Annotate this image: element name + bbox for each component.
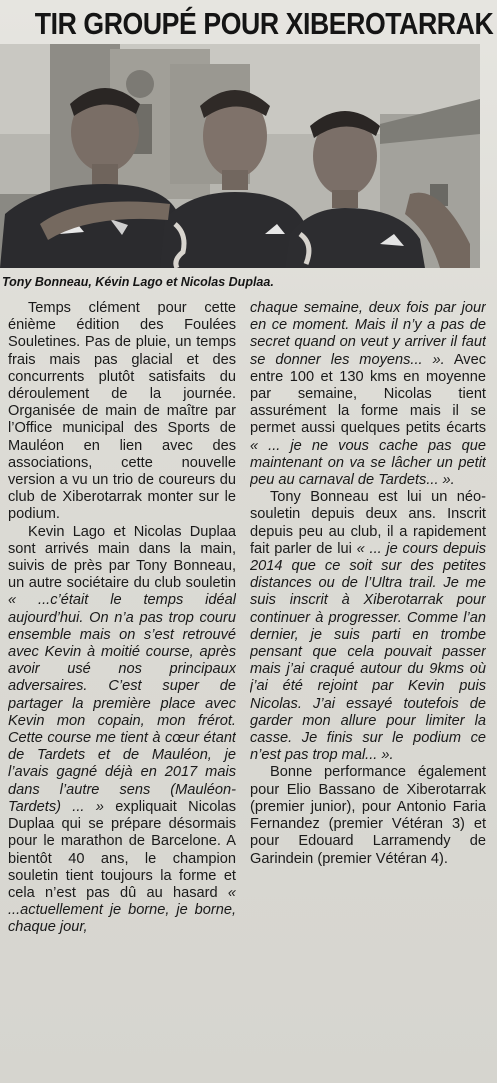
article-headline: TIR GROUPÉ POUR XIBEROTARRAK (34, 6, 494, 41)
article-column-right (250, 300, 486, 1070)
paragraph (250, 489, 486, 764)
paragraph: Bonne performance également pour Elio Bassano de Xiberotarrak (premier junior), pour Antonio Faria Fernandez (premier Vétéran 3) et pour Edouard Larramendy de Garindein (premier Vétéran 4). (250, 764, 486, 867)
quote-text: « ... je cours depuis 2014 que ce soit sur des petites distances ou de l’Ultra trail. Je me suis inscrit à Xiberotarrak pour continuer à progresser. Comme l’an dernier, je suis parti en trombe pensant que cela pouvait passer mais j’ai craqué autour du 9kms où j’ai été rejoint par Kevin puis Nicolas. J’ai essayé toutefois de garder mon allure pour limiter la casse. Je finis sur le podium ce n’est pas trop mal... ». (250, 540, 486, 764)
runners-photo-illustration (0, 44, 480, 268)
quote-text: « ...actuellement je borne, je borne, chaque jour, (8, 884, 236, 936)
quote-text: « ... je ne vous cache pas que maintenant on va se lâcher un petit peu au carnaval de Tardets... ». (250, 437, 486, 489)
paragraph-text: Kevin Lago et Nicolas Duplaa sont arrivés main dans la main, suivis de près par Tony Bonneau, un autre sociétaire du club souletin (8, 523, 236, 592)
quote-text: « ...c’était le temps idéal aujourd’hui. On n’a pas trop couru ensemble mais on s’est retrouvé avec Kevin à moitié course, après avoir usé nos principaux adversaires. C’est super de partager la première place avec Kevin mon copain, mon frérot. Cette course me tient à cœur étant de Tardets et de Mauléon, je l’avais gagné déjà en 2017 mais dans l’autre sens (Mauléon-Tardets) ... » (8, 592, 236, 815)
paragraph (8, 524, 236, 937)
article-column-left (8, 300, 236, 1070)
photo-caption: Tony Bonneau, Kévin Lago et Nicolas Duplaa. (2, 275, 274, 289)
article-photo (0, 44, 480, 268)
paragraph-text: expliquait Nicolas Duplaa qui se prépare désormais pour le marathon de Barcelone. A bientôt 40 ans, le champion souletin tient toujours la forme et cela n’est pas dû au hasard (8, 798, 236, 901)
paragraph: Temps clément pour cette énième édition des Foulées Souletines. Pas de pluie, un temps frais mais pas glacial et des concurrents plutôt satisfaits du déroulement de la journée. Organisée de main de maître par l’Office municipal des Sports de Mauléon en lien avec des associations, cette nouvelle version a vu un trio de coureurs du club de Xiberotarrak monter sur le podium. (8, 300, 236, 523)
paragraph-text: Avec entre 100 et 130 kms en moyenne par semaine, Nicolas tient assurément la forme mais il se permet aussi quelques petits écarts (250, 351, 486, 437)
paragraph-text: Tony Bonneau est lui un néo-souletin depuis deux ans. Inscrit depuis peu au club, il a rapidement fait parler de lui (250, 489, 486, 557)
quote-text: chaque semaine, deux fois par jour en ce moment. Mais il n’y a pas de secret quand on veut y arriver il faut se donner les moyens... ». (250, 300, 486, 368)
paragraph (250, 300, 486, 489)
